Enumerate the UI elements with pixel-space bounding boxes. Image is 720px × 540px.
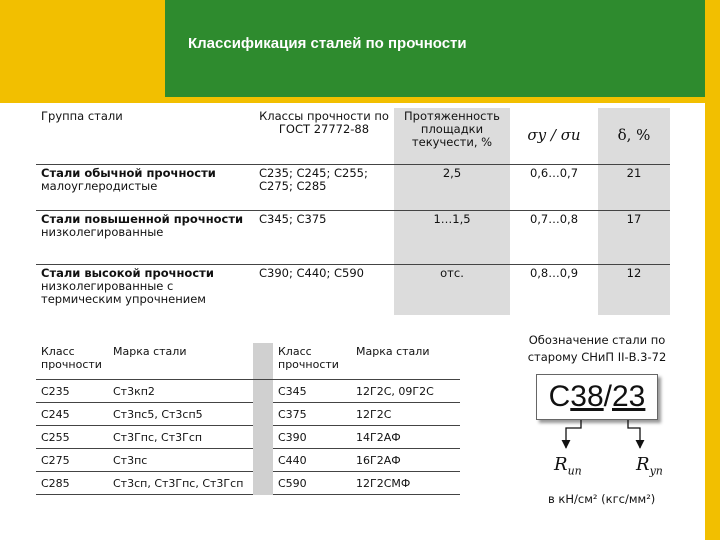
header-classes: Классы прочности по ГОСТ 27772-88 xyxy=(259,109,389,136)
ratio-cell: 0,6…0,7 xyxy=(510,165,598,211)
class-cell: С590 xyxy=(273,472,351,495)
table-row xyxy=(36,472,460,495)
column-divider xyxy=(253,343,273,380)
grade-cell: 12Г2С, 09Г2С xyxy=(351,380,460,403)
table-row xyxy=(36,165,670,211)
arrow-run xyxy=(566,420,581,448)
steel-code-box xyxy=(536,374,658,420)
header-accent-left xyxy=(0,0,165,97)
header-grade-1: Марка стали xyxy=(108,343,253,380)
units-note: в кН/см² (кгс/мм²) xyxy=(548,492,656,506)
column-divider xyxy=(253,426,273,449)
column-divider xyxy=(253,403,273,426)
ratio-cell: 0,7…0,8 xyxy=(510,211,598,265)
table-row xyxy=(36,265,670,315)
class-cell: С255 xyxy=(36,426,108,449)
column-divider xyxy=(253,380,273,403)
table-row xyxy=(36,403,460,426)
class-cell: С345 xyxy=(273,380,351,403)
ratio-symbol: σy / σu xyxy=(527,126,581,144)
delta-symbol: δ, % xyxy=(617,126,651,144)
steel-code: С38/23 xyxy=(548,380,646,413)
table-header-row xyxy=(36,343,460,380)
side-accent-right xyxy=(705,0,720,540)
class-cell: С375 xyxy=(273,403,351,426)
grade-cell: 12Г2С xyxy=(351,403,460,426)
plateau-cell: отс. xyxy=(394,265,510,315)
ratio-cell: 0,8…0,9 xyxy=(510,265,598,315)
page-title: Классификация сталей по прочности xyxy=(188,35,467,52)
strength-classification-table xyxy=(36,108,670,315)
delta-cell: 21 xyxy=(598,165,670,211)
plateau-cell: 1…1,5 xyxy=(394,211,510,265)
run-label: $R_{un}$ xyxy=(554,454,582,478)
group-cell: Стали обычной прочности малоуглеродистые xyxy=(36,165,254,211)
table-row xyxy=(36,426,460,449)
grade-cell: 14Г2АФ xyxy=(351,426,460,449)
arrow-ryn xyxy=(628,420,640,448)
grade-cell: Ст3пс xyxy=(108,449,253,472)
table-row xyxy=(36,449,460,472)
header-class-1: Класс прочности xyxy=(36,343,108,380)
header-plateau: Протяженность площадки текучести, % xyxy=(394,108,510,165)
ryn-label: $R_{yn}$ xyxy=(636,454,663,478)
table-row xyxy=(36,211,670,265)
group-cell: Стали высокой прочности низколегированные с термическим упрочнением xyxy=(36,265,254,315)
delta-cell: 17 xyxy=(598,211,670,265)
class-cell: С390 xyxy=(273,426,351,449)
class-cell: С285 xyxy=(36,472,108,495)
delta-cell: 12 xyxy=(598,265,670,315)
header-group: Группа стали xyxy=(41,109,123,123)
grade-cell: Ст3Гпс, Ст3Гсп xyxy=(108,426,253,449)
header-grade-2: Марка стали xyxy=(351,343,460,380)
grade-cell: 12Г2СМФ xyxy=(351,472,460,495)
table-row xyxy=(36,380,460,403)
old-designation-note: Обозначение стали по старому СНиП II-В.3-72 xyxy=(527,333,667,364)
column-divider xyxy=(253,472,273,495)
classes-cell: С345; С375 xyxy=(254,211,394,265)
class-cell: С235 xyxy=(36,380,108,403)
header-class-2: Класс прочности xyxy=(273,343,351,380)
grade-cell: Ст3кп2 xyxy=(108,380,253,403)
table-header-row xyxy=(36,108,670,165)
grade-cell: 16Г2АФ xyxy=(351,449,460,472)
grade-cell: Ст3сп, Ст3Гпс, Ст3Гсп xyxy=(108,472,253,495)
plateau-cell: 2,5 xyxy=(394,165,510,211)
grade-cell: Ст3пс5, Ст3сп5 xyxy=(108,403,253,426)
class-cell: С275 xyxy=(36,449,108,472)
class-cell: С245 xyxy=(36,403,108,426)
header-delta xyxy=(598,108,670,165)
header-ratio xyxy=(510,108,598,165)
classes-cell: С235; С245; С255; С275; С285 xyxy=(254,165,394,211)
steel-grade-table xyxy=(36,343,460,495)
group-cell: Стали повышенной прочности низколегированные xyxy=(36,211,254,265)
column-divider xyxy=(253,449,273,472)
header-strip xyxy=(0,97,705,103)
classes-cell: С390; С440; С590 xyxy=(254,265,394,315)
class-cell: С440 xyxy=(273,449,351,472)
